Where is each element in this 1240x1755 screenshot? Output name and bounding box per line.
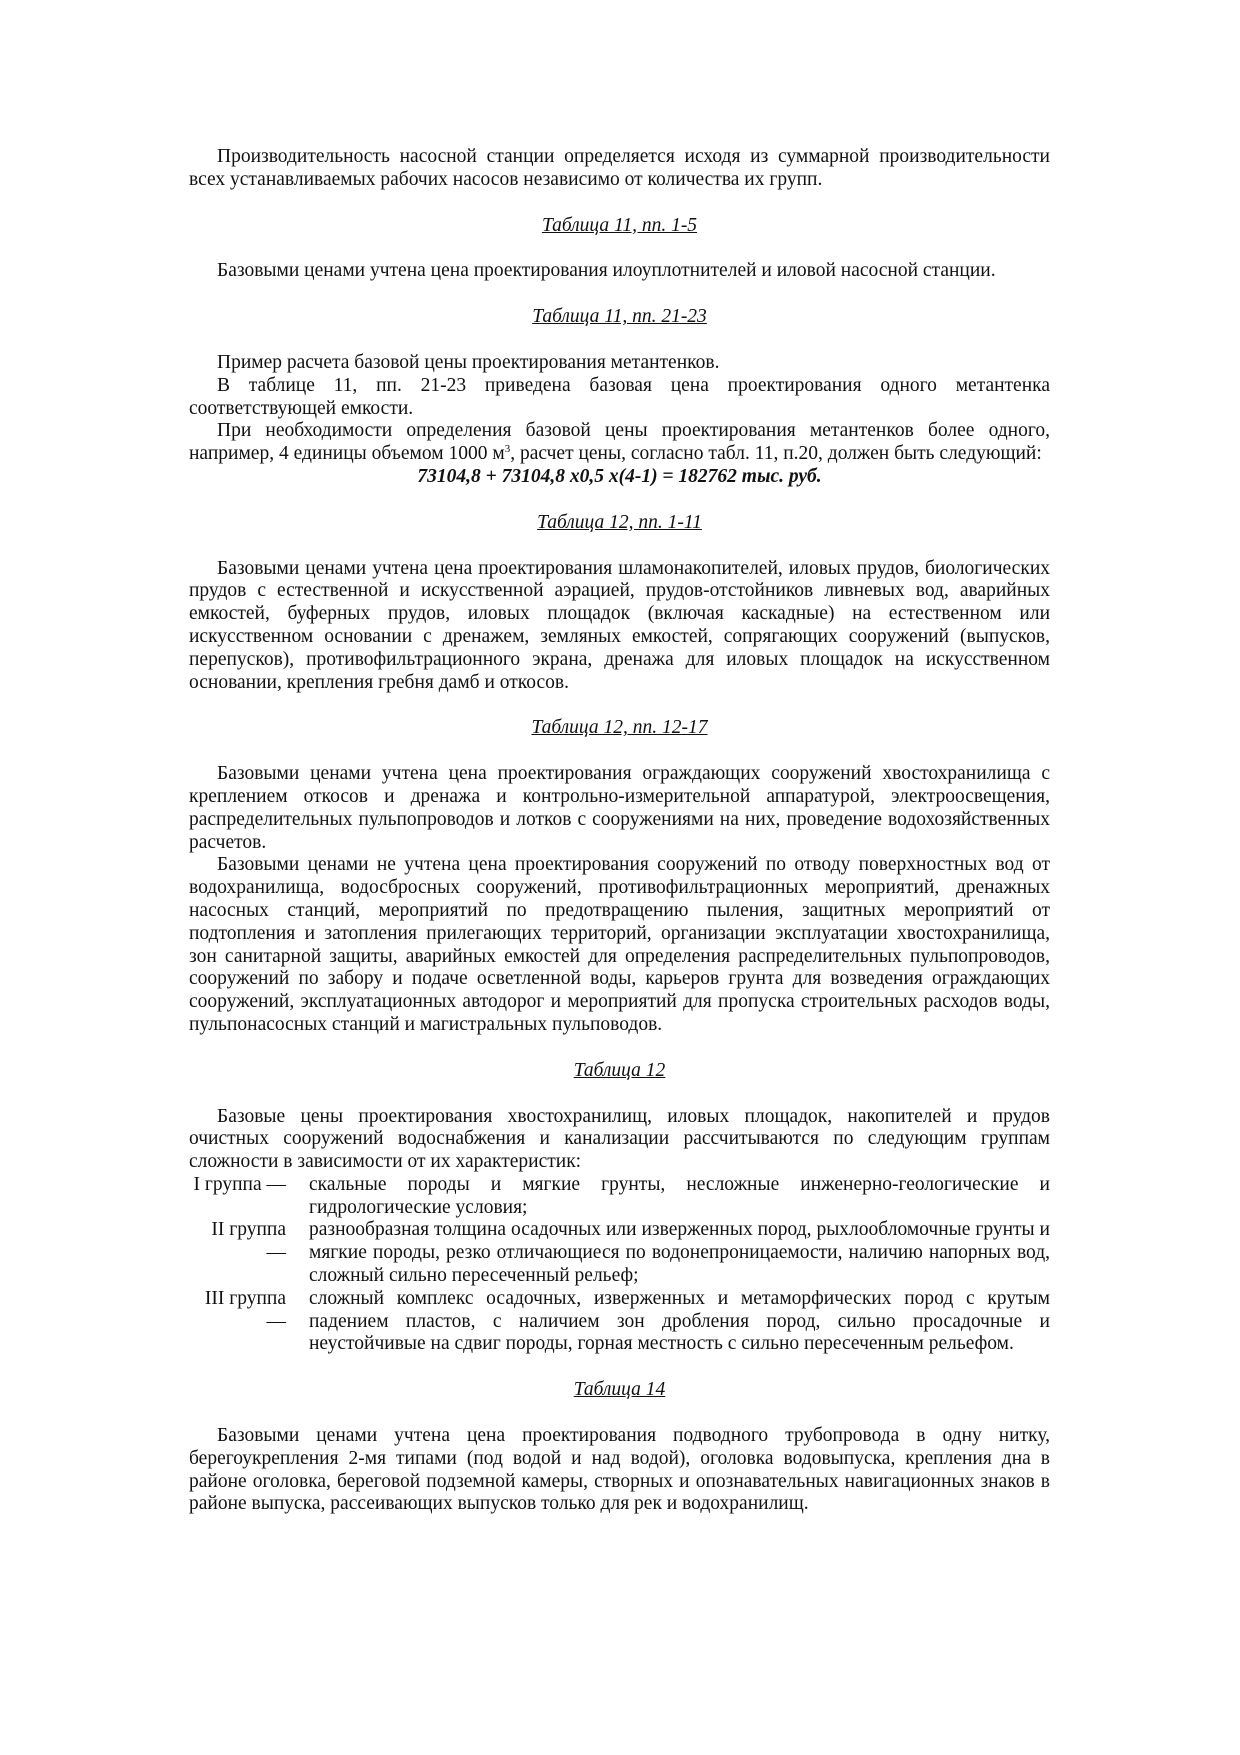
formula: 73104,8 + 73104,8 х0,5 х(4-1) = 182762 тыс. руб. bbox=[417, 465, 822, 487]
paragraph-pump-capacity: Производительность насосной станции определяется исходя из суммарной производительности всех устанавливаемых рабочих насосов независимо от количества их групп. bbox=[189, 146, 1050, 190]
heading-table-12: Таблица 12 bbox=[573, 1059, 666, 1081]
paragraph-example-calculation bbox=[189, 420, 1050, 466]
group-row-1 bbox=[189, 1174, 1050, 1220]
group-label: II группа — bbox=[211, 1219, 286, 1264]
group-row-3 bbox=[189, 1288, 1050, 1356]
group-row-2 bbox=[189, 1219, 1050, 1287]
paragraph-example-base-price: В таблице 11, пп. 21-23 приведена базовая цена проектирования одного метантенка соответствующей емкости. bbox=[189, 374, 1050, 419]
document-page bbox=[189, 146, 1050, 1516]
paragraph-tailings-excluded: Базовыми ценами не учтена цена проектирования сооружений по отводу поверхностных вод от водохранилища, водосбросных сооружений, противофильтрационных мероприятий, дренажных насосных станций, мероприятий по предотвращению пыления, защитных мероприятий от подтопления и затопления прилегающих территорий, организации эксплуатации хвостохранилища, зон санитарной защиты, аварийных емкостей для определения распределительных пульпопроводов, сооружений по забору и подаче осветленной воды, карьеров грунта для возведения ограждающих сооружений, эксплуатационных автодорог и мероприятий для пропуска строительных расходов воды, пульпонасосных станций и магистральных пульповодов. bbox=[189, 854, 1050, 1035]
heading-table-14: Таблица 14 bbox=[573, 1379, 666, 1401]
calculation-text-part1: При необходимости определения базовой цены проектирования метантенков более одного, например, 4 единицы объемом 1000 м bbox=[189, 420, 1050, 465]
paragraph-example-title: Пример расчета базовой цены проектирования метантенков. bbox=[217, 351, 720, 373]
group-label: III группа — bbox=[204, 1287, 286, 1332]
group-description: сложный комплекс осадочных, изверженных и метаморфических пород с крутым падением пластов, с наличием зон дробления пород, сильно просадочные и неустойчивые на сдвиг породы, горная местность с сильно пересеченным рельефом. bbox=[309, 1287, 1050, 1355]
paragraph-complexity-groups: Базовые цены проектирования хвостохранилищ, иловых площадок, накопителей и прудов очистных сооружений водоснабжения и канализации рассчитываются по следующим группам сложности в зависимости от их характеристик: bbox=[189, 1105, 1050, 1173]
calculation-text-part2: , расчет цены, согласно табл. 11, п.20, должен быть следующий: bbox=[510, 443, 1042, 465]
group-label: I группа — bbox=[193, 1173, 286, 1195]
heading-table-11-21-23: Таблица 11, пп. 21-23 bbox=[532, 306, 707, 328]
group-description: скальные породы и мягкие грунты, несложные инженерно-геологические и гидрологические условия; bbox=[309, 1173, 1050, 1218]
paragraph-tailings-included: Базовыми ценами учтена цена проектирования ограждающих сооружений хвостохранилища с креплением откосов и дренажа и контрольно-измерительной аппаратурой, электроосвещения, распределительных пульпопроводов и лотков с сооружениями на них, проведение водохозяйственных расчетов. bbox=[189, 763, 1050, 853]
paragraph-sludge-thickeners: Базовыми ценами учтена цена проектирования илоуплотнителей и иловой насосной станции. bbox=[217, 260, 996, 282]
heading-table-12-1-11: Таблица 12, пп. 1-11 bbox=[537, 511, 702, 533]
superscript-cubic: 3 bbox=[504, 443, 511, 456]
heading-table-12-12-17: Таблица 12, пп. 12-17 bbox=[531, 717, 708, 739]
group-description: разнообразная толщина осадочных или изверженных пород, рыхлообломочные грунты и мягкие породы, резко отличающиеся по водонепроницаемости, наличию напорных вод, сложный сильно пересеченный рельеф; bbox=[309, 1219, 1050, 1287]
paragraph-sludge-ponds: Базовыми ценами учтена цена проектирования шламонакопителей, иловых прудов, биологических прудов с естественной и искусственной аэрацией, прудов-отстойников ливневых вод, аварийных емкостей, буферных прудов, иловых площадок (включая каскадные) на естественном или искусственном основании с дренажем, земляных емкостей, сопрягающих сооружений (выпусков, перепусков), противофильтрационного экрана, дренажа для иловых площадок на искусственном основании, крепления гребня дамб и откосов. bbox=[189, 557, 1050, 693]
paragraph-underwater-pipeline: Базовыми ценами учтена цена проектирования подводного трубопровода в одну нитку, берегоукрепления 2-мя типами (под водой и над водой), оголовка водовыпуска, крепления дна в районе оголовка, береговой подземной камеры, створных и опознавательных навигационных знаков в районе выпуска, рассеивающих выпусков только для рек и водохранилищ. bbox=[189, 1425, 1050, 1515]
heading-table-11-1-5: Таблица 11, пп. 1-5 bbox=[541, 214, 698, 236]
